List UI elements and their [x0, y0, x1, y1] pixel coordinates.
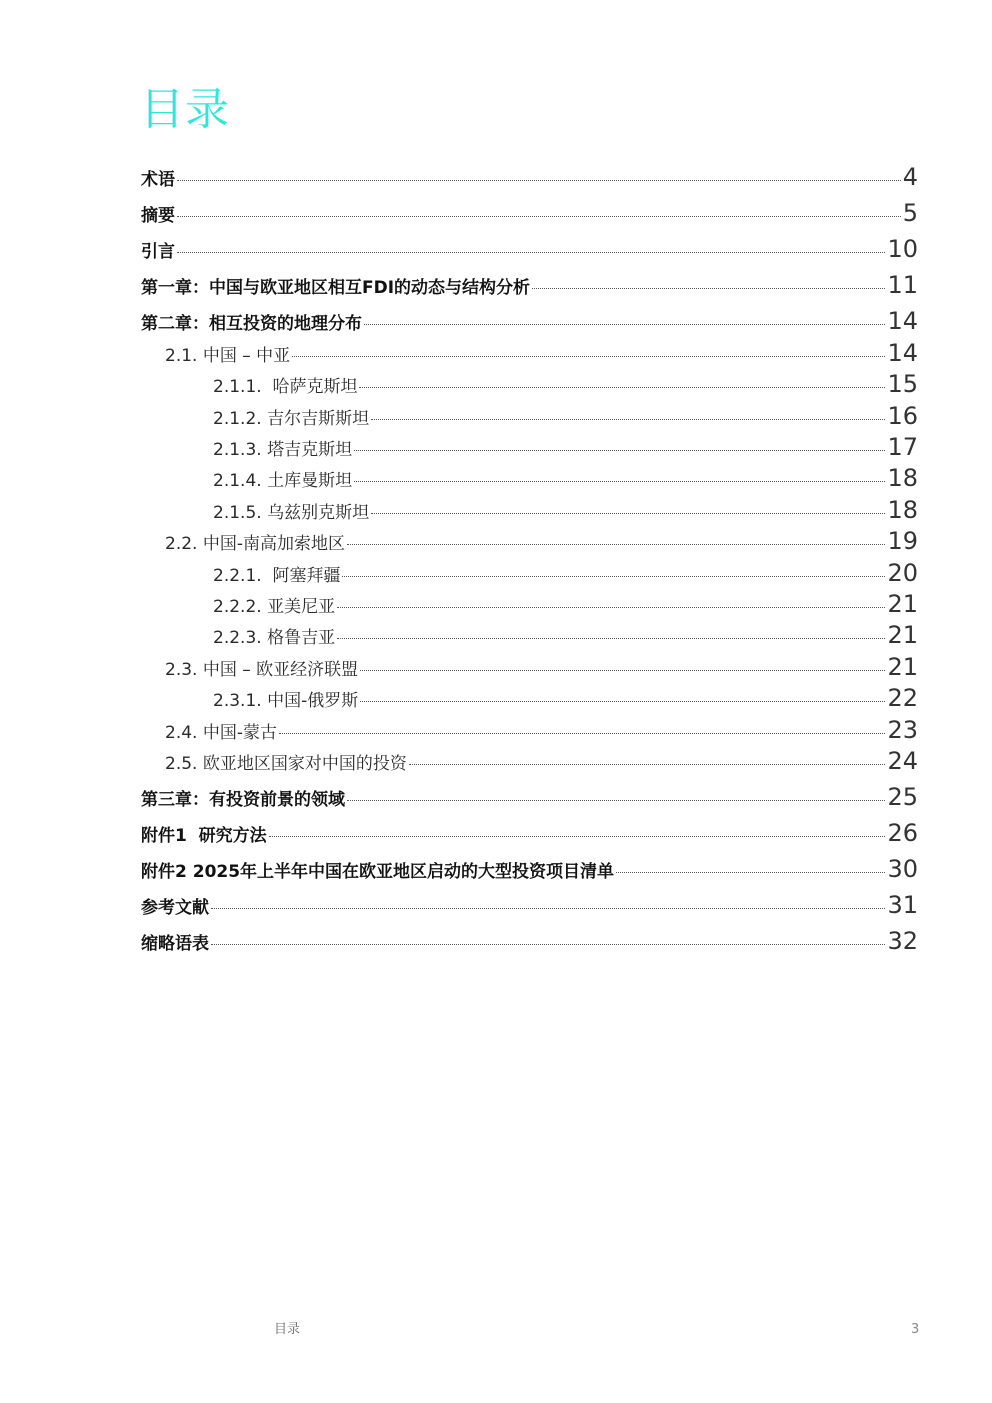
- toc-entry-page: 18: [887, 496, 918, 524]
- toc-dot-leader: [364, 324, 885, 325]
- toc-entry-page: 25: [887, 783, 918, 811]
- toc-entry-label: 2.4. 中国-蒙古: [165, 723, 277, 743]
- toc-dot-leader: [371, 419, 885, 420]
- page-title: 目录: [140, 84, 230, 135]
- toc-entry-label: 2.3.1. 中国-俄罗斯: [213, 691, 359, 711]
- toc-dot-leader: [347, 800, 885, 801]
- toc-entry-label: 2.2.3. 格鲁吉亚: [213, 628, 336, 648]
- toc-entry-page: 16: [887, 402, 918, 430]
- toc-entry-label: 2.1.5. 乌兹别克斯坦: [213, 503, 370, 523]
- toc-entry-2-4[interactable]: [165, 716, 918, 744]
- toc-entry-label: 第二章：相互投资的地理分布: [141, 314, 362, 334]
- toc-entry-label: 第一章：中国与欧亚地区相互FDI的动态与结构分析: [141, 278, 531, 298]
- toc-dot-leader: [347, 544, 885, 545]
- toc-entry-page: 19: [887, 527, 918, 555]
- toc-dot-leader: [360, 670, 885, 671]
- toc-entry-2-1-3[interactable]: [213, 433, 918, 461]
- toc-entry-appendix-1[interactable]: [141, 819, 918, 847]
- toc-entry-page: 5: [902, 199, 918, 227]
- toc-entry-page: 21: [887, 590, 918, 618]
- toc-entry-page: 10: [887, 235, 918, 263]
- toc-entry-label: 2.2.2. 亚美尼亚: [213, 597, 336, 617]
- toc-entry-label: 参考文献: [141, 898, 209, 918]
- toc-dot-leader: [337, 638, 885, 639]
- toc-entry-page: 32: [887, 927, 918, 955]
- toc-entry-page: 21: [887, 621, 918, 649]
- toc-entry-label: 2.1.3. 塔吉克斯坦: [213, 440, 353, 460]
- toc-dot-leader: [211, 908, 885, 909]
- toc-entry-2-2-3[interactable]: [213, 621, 918, 649]
- toc-dot-leader: [279, 733, 885, 734]
- toc-entry-chapter-2[interactable]: [141, 307, 918, 335]
- toc-entry-page: 4: [902, 163, 918, 191]
- toc-entry-page: 18: [887, 464, 918, 492]
- toc-entry-2-1[interactable]: [165, 339, 918, 367]
- toc-entry-label: 2.2.1. 阿塞拜疆: [213, 566, 341, 586]
- toc-entry-label: 缩略语表: [141, 934, 209, 954]
- toc-dot-leader: [269, 836, 886, 837]
- toc-entry-page: 17: [887, 433, 918, 461]
- toc-dot-leader: [532, 288, 885, 289]
- toc-entry-2-1-5[interactable]: [213, 496, 918, 524]
- toc-dot-leader: [409, 764, 886, 765]
- toc-entry-page: 14: [887, 307, 918, 335]
- toc-entry-label: 2.1.2. 吉尔吉斯斯坦: [213, 409, 370, 429]
- toc-entry-label: 2.3. 中国 – 欧亚经济联盟: [165, 660, 359, 680]
- toc-entry-label: 2.1.4. 土库曼斯坦: [213, 471, 353, 491]
- toc-entry-introduction[interactable]: [141, 235, 918, 263]
- toc-entry-chapter-3[interactable]: [141, 783, 918, 811]
- toc-entry-2-3[interactable]: [165, 653, 918, 681]
- toc-dot-leader: [360, 701, 885, 702]
- toc-entry-summary[interactable]: [141, 199, 918, 227]
- toc-entry-page: 26: [887, 819, 918, 847]
- toc-entry-2-2-2[interactable]: [213, 590, 918, 618]
- toc-entry-label: 附件1 研究方法: [141, 826, 267, 846]
- toc-entry-page: 21: [887, 653, 918, 681]
- toc-dot-leader: [342, 576, 885, 577]
- toc-entry-2-1-4[interactable]: [213, 464, 918, 492]
- toc-entry-label: 术语: [141, 170, 175, 190]
- toc-entry-abbreviations[interactable]: [141, 927, 918, 955]
- toc-entry-label: 2.5. 欧亚地区国家对中国的投资: [165, 754, 407, 774]
- toc-entry-2-1-1[interactable]: [213, 370, 918, 398]
- toc-entry-chapter-1[interactable]: [141, 271, 918, 299]
- toc-entry-page: 15: [887, 370, 918, 398]
- toc-dot-leader: [359, 387, 885, 388]
- toc-entry-appendix-2[interactable]: [141, 855, 918, 883]
- footer-section-label: 目录: [274, 1322, 301, 1337]
- toc-entry-page: 11: [887, 271, 918, 299]
- footer-page-number: 3: [911, 1322, 920, 1337]
- toc-entry-2-2[interactable]: [165, 527, 918, 555]
- toc-entry-2-2-1[interactable]: [213, 559, 918, 587]
- toc-entry-page: 24: [887, 747, 918, 775]
- toc-entry-page: 31: [887, 891, 918, 919]
- toc-entry-label: 第三章：有投资前景的领域: [141, 790, 345, 810]
- toc-dot-leader: [337, 607, 885, 608]
- toc-entry-label: 附件2 2025年上半年中国在欧亚地区启动的大型投资项目清单: [141, 862, 615, 882]
- toc-entry-page: 20: [887, 559, 918, 587]
- toc-dot-leader: [354, 481, 885, 482]
- toc-entry-terminology[interactable]: [141, 163, 918, 191]
- toc-entry-label: 2.1. 中国 – 中亚: [165, 346, 291, 366]
- toc-entry-page: 30: [887, 855, 918, 883]
- toc-dot-leader: [177, 180, 901, 181]
- toc-dot-leader: [177, 216, 901, 217]
- toc-dot-leader: [292, 356, 885, 357]
- toc-dot-leader: [177, 252, 885, 253]
- toc-entry-page: 14: [887, 339, 918, 367]
- toc-entry-2-5[interactable]: [165, 747, 918, 775]
- toc-entry-label: 2.2. 中国-南高加索地区: [165, 534, 345, 554]
- toc-dot-leader: [371, 513, 885, 514]
- toc-dot-leader: [354, 450, 885, 451]
- toc-dot-leader: [211, 944, 885, 945]
- toc-dot-leader: [616, 872, 885, 873]
- toc-entry-references[interactable]: [141, 891, 918, 919]
- toc-entry-2-3-1[interactable]: [213, 684, 918, 712]
- toc-entry-label: 引言: [141, 242, 175, 262]
- toc-entry-2-1-2[interactable]: [213, 402, 918, 430]
- toc-entry-label: 摘要: [141, 206, 175, 226]
- toc-entry-label: 2.1.1. 哈萨克斯坦: [213, 377, 358, 397]
- toc-entry-page: 22: [887, 684, 918, 712]
- toc-entry-page: 23: [887, 716, 918, 744]
